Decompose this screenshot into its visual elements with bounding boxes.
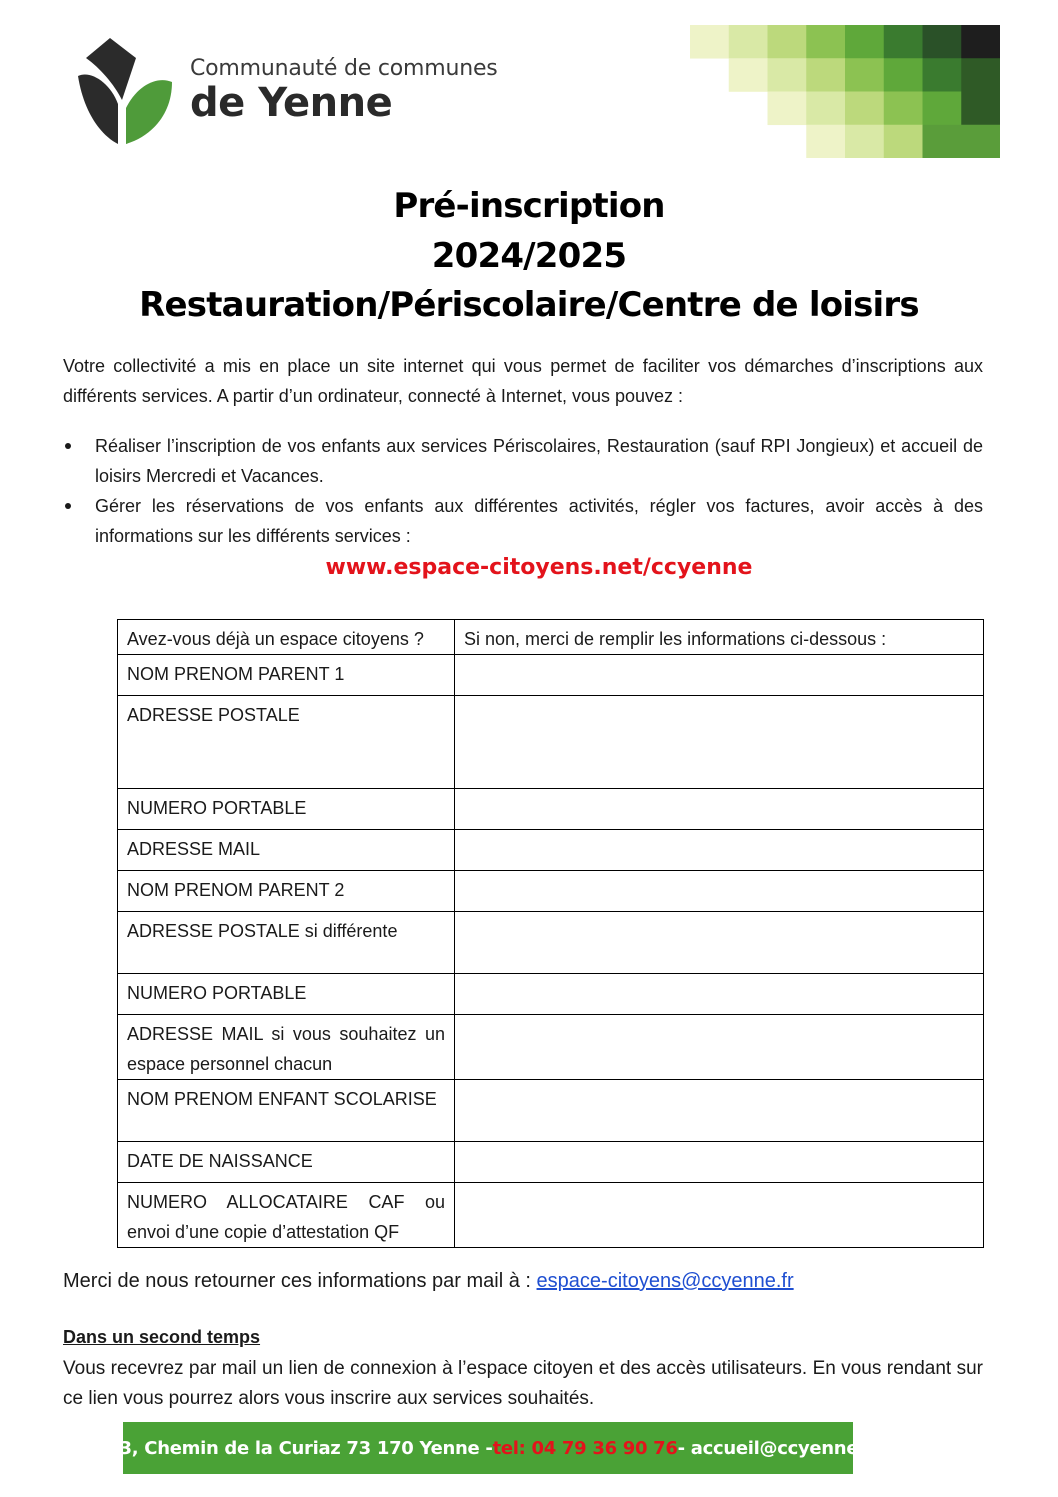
table-row [118, 1080, 984, 1142]
list-item-text: Gérer les réservations de vos enfants aux différentes activités, régler vos factures, avoir accès à des informations sur les différents services : [95, 496, 983, 546]
table-row [118, 696, 984, 789]
footer-address: 133, Chemin de la Curiaz 73 170 Yenne - [95, 1437, 493, 1459]
list-item-text: Réaliser l’inscription de vos enfants aux services Périscolaires, Restauration (sauf RPI Jongieux) et accueil de loisirs Mercredi et Vacances. [95, 436, 983, 486]
field-input[interactable] [455, 1142, 984, 1183]
mosaic-cell [729, 58, 768, 92]
mosaic-cell [961, 58, 1000, 92]
mosaic-cell [690, 25, 729, 59]
mosaic-cell [923, 92, 962, 126]
field-label: ADRESSE MAIL si vous souhaitez un espace personnel chacun [118, 1015, 455, 1080]
bullet-icon [65, 443, 71, 449]
bullet-icon [65, 503, 71, 509]
header-question: Avez-vous déjà un espace citoyens ? [118, 620, 455, 655]
mosaic-cell [768, 58, 807, 92]
table-row [118, 655, 984, 696]
mosaic-cell [806, 58, 845, 92]
field-label: ADRESSE POSTALE si différente [118, 912, 455, 974]
services-title: Restauration/Périscolaire/Centre de loisirs [139, 285, 919, 325]
field-label: ADRESSE MAIL [118, 830, 455, 871]
next-steps-heading: Dans un second temps [63, 1327, 261, 1347]
table-row [118, 871, 984, 912]
footer-contact-banner [95, 1422, 881, 1474]
field-input[interactable] [455, 871, 984, 912]
table-row [118, 789, 984, 830]
mosaic-cell [961, 125, 1000, 158]
green-mosaic-decoration [690, 25, 1000, 158]
list-item [63, 491, 983, 551]
mosaic-cell [768, 92, 807, 126]
table-row [118, 830, 984, 871]
mosaic-cell [729, 25, 768, 59]
header-instruction: Si non, merci de remplir les informations ci-dessous : [455, 620, 984, 655]
contact-email-link[interactable]: espace-citoyens@ccyenne.fr [536, 1270, 794, 1292]
website-link[interactable]: www.espace-citoyens.net/ccyenne [325, 555, 753, 580]
return-instructions-text: Merci de nous retourner ces informations par mail à : [63, 1270, 537, 1292]
field-label: NUMERO PORTABLE [118, 974, 455, 1015]
mosaic-cell [806, 25, 845, 59]
field-label: NOM PRENOM PARENT 2 [118, 871, 455, 912]
mosaic-cell [845, 58, 884, 92]
table-row [118, 974, 984, 1015]
registration-form-table [117, 619, 984, 1248]
mosaic-cell [845, 125, 884, 158]
org-name-line1: Communauté de communes [190, 56, 498, 81]
mosaic-cell [923, 25, 962, 59]
mosaic-cell [961, 92, 1000, 126]
field-input[interactable] [455, 1183, 984, 1248]
field-label: NUMERO PORTABLE [118, 789, 455, 830]
footer-phone: tel: 04 79 36 90 76 [492, 1437, 678, 1459]
table-row [118, 912, 984, 974]
mosaic-cell [806, 92, 845, 126]
table-row [118, 1183, 984, 1248]
features-list [63, 431, 983, 551]
list-item [63, 431, 983, 491]
footer-email: - accueil@ccyenne.fr [677, 1437, 881, 1459]
field-input[interactable] [455, 655, 984, 696]
organization-logo [76, 36, 498, 148]
mosaic-cell [845, 92, 884, 126]
field-input[interactable] [455, 789, 984, 830]
table-row [118, 1142, 984, 1183]
school-year: 2024/2025 [431, 236, 627, 276]
mosaic-cell [923, 58, 962, 92]
field-label: NOM PRENOM PARENT 1 [118, 655, 455, 696]
return-instructions [63, 1270, 794, 1293]
mosaic-cell [884, 125, 923, 158]
mosaic-cell [768, 25, 807, 59]
next-steps-text: Vous recevrez par mail un lien de connexion à l’espace citoyen et des accès utilisateurs. En vous rendant sur ce lien vous pourrez alors vous inscrire aux services souhaités. [63, 1358, 983, 1409]
field-input[interactable] [455, 1080, 984, 1142]
field-label: NUMERO ALLOCATAIRE CAF ou envoi d’une copie d’attestation QF [118, 1183, 455, 1248]
yenne-logo-icon [76, 36, 186, 148]
mosaic-cell [923, 125, 962, 158]
field-input[interactable] [455, 974, 984, 1015]
mosaic-cell [961, 25, 1000, 59]
table-row [118, 1015, 984, 1080]
table-header-row [118, 620, 984, 655]
mosaic-cell [884, 58, 923, 92]
mosaic-cell [884, 92, 923, 126]
field-input[interactable] [455, 696, 984, 789]
mosaic-cell [884, 25, 923, 59]
field-label: ADRESSE POSTALE [118, 696, 455, 789]
field-label: DATE DE NAISSANCE [118, 1142, 455, 1183]
mosaic-cell [845, 25, 884, 59]
field-input[interactable] [455, 912, 984, 974]
org-name-line2: de Yenne [190, 80, 393, 126]
intro-paragraph: Votre collectivité a mis en place un site internet qui vous permet de faciliter vos démarches d’inscriptions aux différents services. A partir d’un ordinateur, connecté à Internet, vous pouvez : [63, 356, 983, 406]
field-input[interactable] [455, 1015, 984, 1080]
field-input[interactable] [455, 830, 984, 871]
page-title: Pré-inscription [393, 186, 665, 226]
field-label: NOM PRENOM ENFANT SCOLARISE [118, 1080, 455, 1142]
mosaic-cell [806, 125, 845, 158]
